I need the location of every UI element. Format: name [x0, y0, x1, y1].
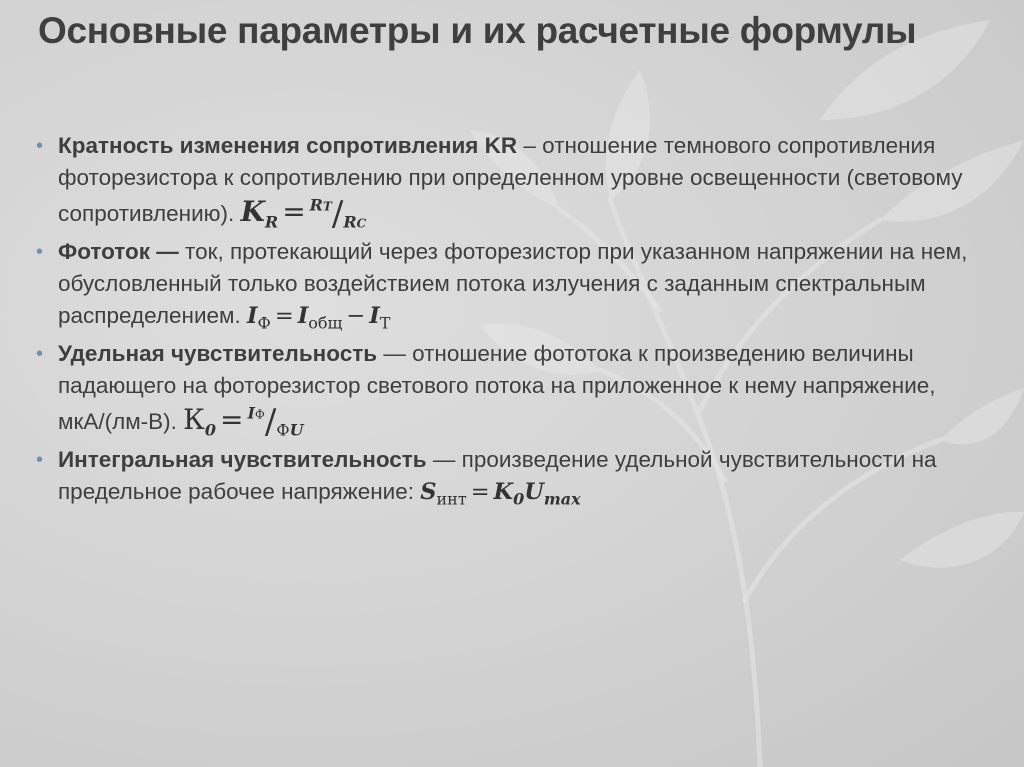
bullet-list — [36, 130, 986, 514]
formula-k0: $К_0 = ^{IФ}/_{ФU}$ — [183, 402, 304, 442]
bullet-text: — произведение удельной чувствительности на предельное рабочее напряжение: — [58, 447, 937, 504]
bullet-item-specific-sensitivity — [36, 338, 986, 442]
bullet-icon: • — [36, 135, 44, 157]
bullet-icon: • — [36, 343, 44, 365]
bullet-term: Удельная чувствительность — [58, 341, 378, 366]
bullet-item-photocurrent — [36, 236, 986, 332]
bullet-item-resistance-ratio — [36, 130, 986, 234]
bullet-item-integral-sensitivity — [36, 444, 986, 508]
bullet-icon: • — [36, 449, 44, 471]
bullet-text: – отношение темнового сопротивления фоторезистора к сопротивлению при определенном уровне освещенности (световому сопротивлению). — [58, 133, 963, 226]
formula-kr: $K_R = ^{RT}/_{RC}$ — [240, 194, 367, 234]
bullet-text: — отношение фототока к произведению величины падающего на фоторезистор светового потока на приложенное к нему напряжение, мкА/(лм-В). — [58, 341, 936, 434]
bullet-term: Интегральная чувствительность — [58, 447, 427, 472]
slide-title: Основные параметры и их расчетные формулы — [38, 10, 917, 51]
bullet-term: Фототок — — [58, 239, 179, 264]
bullet-icon: • — [36, 241, 44, 263]
formula-photocurrent: $I_Ф = I_{общ} - I_Т$ — [247, 303, 391, 333]
bullet-text: ток, протекающий через фоторезистор при указанном напряжении на нем, обусловленный только воздействием потока излучения с заданным спектральным распределением. — [58, 239, 968, 328]
formula-s-int: $S_{инт} = K_0U_{max}$ — [420, 479, 581, 509]
bullet-term: Кратность изменения сопротивления KR — [58, 133, 518, 158]
